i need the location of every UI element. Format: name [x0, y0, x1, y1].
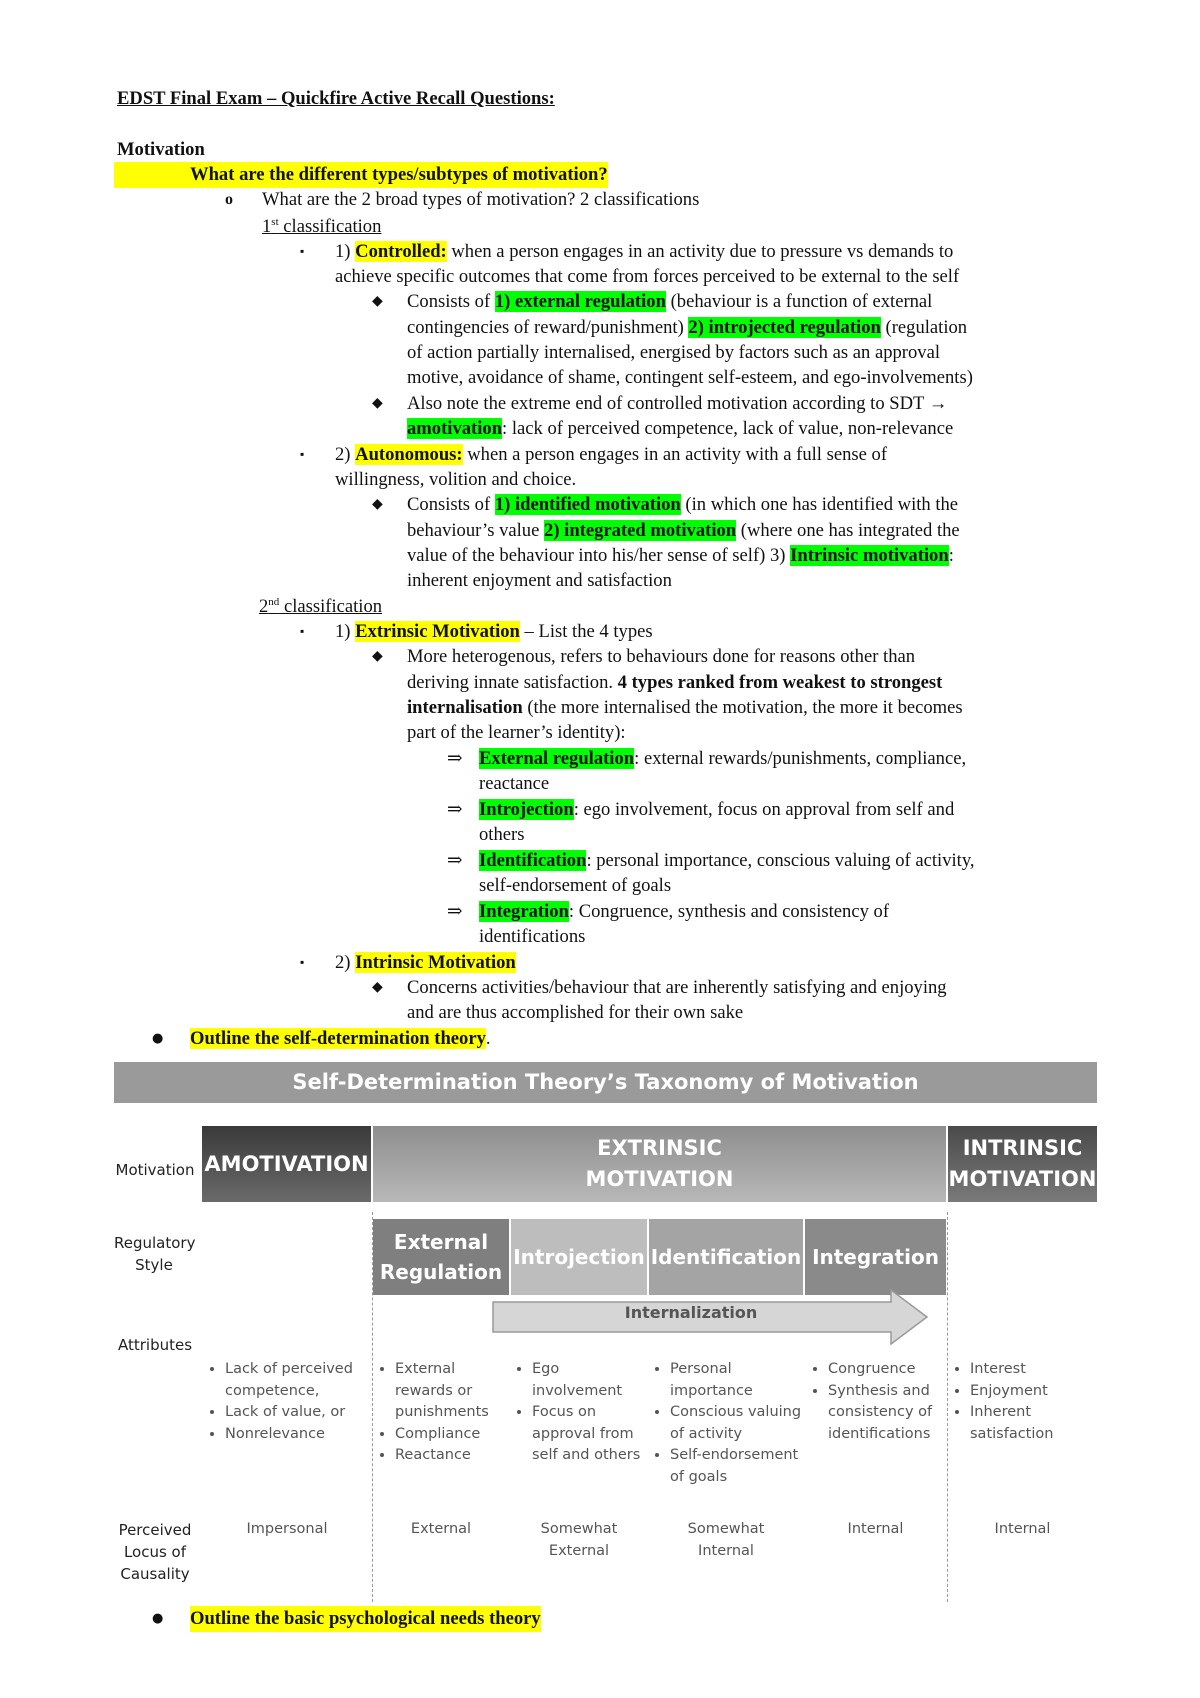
style-integration: Integration	[805, 1219, 946, 1295]
attr-item: • Interest	[970, 1359, 1089, 1381]
c1-sup: st	[271, 215, 279, 228]
controlled-label: Controlled:	[355, 241, 447, 262]
intrinsic-line1	[335, 950, 516, 976]
attr-item: • Nonrelevance	[225, 1424, 359, 1446]
extrinsic-desc-3	[407, 695, 963, 721]
attr-item: • Compliance	[395, 1424, 504, 1446]
attr-item: • Focus on approval from self and others	[532, 1402, 641, 1467]
arrow-bullet-icon: ⇒	[447, 799, 463, 820]
ident-desc: (in which one has identified with the	[680, 494, 959, 515]
type-desc: : external rewards/punishments, compliance,	[634, 748, 967, 769]
consists-text: Consists of	[407, 291, 495, 312]
attributes-external	[379, 1359, 504, 1467]
diamond-bullet-icon: ◆	[372, 649, 383, 664]
locus-integration: Internal	[847, 1521, 904, 1537]
intrinsic-label: Intrinsic Motivation	[355, 952, 516, 973]
amotivation-desc: : lack of perceived competence, lack of value, non-relevance	[502, 418, 954, 439]
diamond-bullet-icon: ◆	[372, 294, 383, 309]
attributes-identification	[654, 1359, 804, 1488]
c2-sup: nd	[268, 595, 280, 608]
extrinsic-line1	[335, 619, 653, 645]
ext-reg-desc1: (behaviour is a function of external	[665, 291, 933, 312]
identified-motivation-term: 1) identified motivation	[494, 494, 681, 515]
attr-item: • Synthesis and consistency of identifications	[828, 1381, 942, 1446]
external-regulation-term: 1) external regulation	[494, 291, 666, 312]
integ-desc: (where one has integrated the	[736, 520, 960, 541]
type-integration-2: identifications	[479, 926, 586, 947]
controlled-consists-1	[407, 289, 932, 315]
circle-bullet-icon: o	[225, 191, 233, 208]
amotivation-term: amotivation	[407, 418, 503, 439]
extrinsic-prefix: 1)	[335, 621, 356, 642]
attr-item: • Ego involvement	[532, 1359, 641, 1402]
row-label-attributes: Attributes	[117, 1336, 193, 1354]
extrinsic-label: Extrinsic Motivation	[355, 621, 520, 642]
intrinsic-desc: :	[948, 545, 954, 566]
controlled-line1	[335, 239, 953, 265]
c1-num: 1	[262, 216, 272, 237]
bullet-icon: ●	[152, 1611, 164, 1626]
d2b: 4 types ranked from weakest to strongest	[617, 672, 943, 693]
question-types-sub: What are the 2 broad types of motivation? 2 classifications	[262, 189, 700, 210]
consists-text: Consists of	[407, 494, 495, 515]
arrow-bullet-icon: ⇒	[447, 901, 463, 922]
attributes-integration	[812, 1359, 942, 1445]
attr-item: • Self-endorsement of goals	[670, 1445, 804, 1488]
amotivation-band: AMOTIVATION	[202, 1126, 371, 1202]
extrinsic-band: EXTRINSIC MOTIVATION	[373, 1126, 946, 1202]
internalization-label: Internalization	[624, 1303, 758, 1322]
attr-item: • Lack of perceived competence,	[225, 1359, 359, 1402]
intrinsic-motivation-term: Intrinsic motivation	[790, 545, 949, 566]
square-bullet-icon: ▪	[300, 244, 305, 258]
type-integration-1	[479, 899, 889, 925]
column-divider	[372, 1212, 373, 1602]
autonomous-consists-2	[407, 518, 960, 544]
bullet-icon: ●	[152, 1031, 164, 1046]
type-introjection-1	[479, 797, 954, 823]
style-external-regulation: External Regulation	[373, 1219, 509, 1295]
diamond-bullet-icon: ◆	[372, 980, 383, 995]
type-external-1	[479, 746, 966, 772]
autonomous-line2: willingness, volition and choice.	[335, 469, 577, 490]
c2-num: 2	[259, 596, 269, 617]
c2-rest: classification	[279, 596, 383, 617]
extrinsic-desc-2	[407, 670, 942, 696]
type-label: External regulation	[479, 748, 635, 769]
attr-item: • Personal importance	[670, 1359, 804, 1402]
extrinsic-desc-1: More heterogenous, refers to behaviours done for reasons other than	[407, 646, 916, 667]
question-sdt-text: Outline the self-determination theory	[190, 1028, 486, 1049]
locus-external: External	[410, 1521, 472, 1537]
arrow-bullet-icon: ⇒	[447, 748, 463, 769]
attr-item: • Conscious valuing of activity	[670, 1402, 804, 1445]
section-heading: Motivation	[117, 139, 205, 160]
row-label-motivation: Motivation	[115, 1161, 195, 1179]
controlled-consists-3: of action partially internalised, energised by factors such as an approval	[407, 342, 941, 363]
extrinsic-suffix: – List the 4 types	[519, 621, 653, 642]
c1-rest: classification	[278, 216, 382, 237]
type-identification-1	[479, 848, 975, 874]
style-identification: Identification	[649, 1219, 803, 1295]
square-bullet-icon: ▪	[300, 447, 305, 461]
autonomous-consists-1	[407, 492, 958, 518]
controlled-also-1: Also note the extreme end of controlled motivation according to SDT →	[407, 393, 948, 414]
attributes-introjection	[516, 1359, 641, 1467]
type-desc: : Congruence, synthesis and consistency of	[568, 901, 890, 922]
intrinsic-desc-1: Concerns activities/behaviour that are inherently satisfying and enjoying	[407, 977, 947, 998]
controlled-text1: when a person engages in an activity due to pressure vs demands to	[446, 241, 954, 262]
type-identification-2: self-endorsement of goals	[479, 875, 672, 896]
question-types-text: What are the different types/subtypes of motivation?	[190, 164, 608, 185]
d2a: deriving innate satisfaction.	[407, 672, 618, 693]
controlled-line2: achieve specific outcomes that come from forces perceived to be external to the self	[335, 266, 960, 287]
locus-introjection: Somewhat External	[540, 1521, 618, 1559]
type-label: Identification	[479, 850, 587, 871]
introjected-regulation-term: 2) introjected regulation	[688, 317, 881, 338]
autonomous-prefix: 2)	[335, 444, 356, 465]
controlled-consists-4: motive, avoidance of shame, contingent self-esteem, and ego-involvements)	[407, 367, 973, 388]
row-label-regulatory: Regulatory Style	[114, 1234, 196, 1274]
locus-identification: Somewhat Internal	[687, 1521, 765, 1559]
figure-title: Self-Determination Theory’s Taxonomy of Motivation	[114, 1062, 1097, 1103]
type-introjection-2: others	[479, 824, 525, 845]
attributes-amotivation	[209, 1359, 359, 1445]
question-bpnt: Outline the basic psychological needs theory	[190, 1606, 541, 1632]
question-sdt	[190, 1026, 491, 1052]
d3b: (the more internalised the motivation, the more it becomes	[522, 697, 963, 718]
classification-1-label	[262, 214, 381, 240]
style-introjection: Introjection	[511, 1219, 647, 1295]
locus-intrinsic: Internal	[994, 1521, 1051, 1537]
line3a: value of the behaviour into his/her sense of self) 3)	[407, 545, 791, 566]
column-divider	[947, 1212, 948, 1602]
attr-item: • Lack of value, or	[225, 1402, 359, 1424]
attr-item: • Inherent satisfaction	[970, 1402, 1089, 1445]
row-label-locus: Perceived Locus of Causality	[118, 1521, 192, 1583]
attr-item: • External rewards or punishments	[395, 1359, 504, 1424]
intrinsic-prefix: 2)	[335, 952, 356, 973]
diamond-bullet-icon: ◆	[372, 396, 383, 411]
question-types	[114, 162, 608, 188]
d3a: internalisation	[407, 697, 523, 718]
classification-2-label	[259, 594, 382, 620]
intro-reg-desc1: (regulation	[880, 317, 968, 338]
controlled-also-2	[407, 416, 953, 442]
attr-item: • Reactance	[395, 1445, 504, 1467]
intrinsic-desc-2: and are thus accomplished for their own sake	[407, 1002, 744, 1023]
locus-amotivation: Impersonal	[246, 1521, 328, 1537]
diamond-bullet-icon: ◆	[372, 497, 383, 512]
sdt-taxonomy-figure	[114, 1062, 1097, 1602]
line2a: behaviour’s value	[407, 520, 545, 541]
intrinsic-band: INTRINSIC MOTIVATION	[948, 1126, 1097, 1202]
type-desc: : personal importance, conscious valuing of activity,	[586, 850, 975, 871]
ext-reg-desc2: contingencies of reward/punishment)	[407, 317, 689, 338]
autonomous-text1: when a person engages in an activity with a full sense of	[462, 444, 888, 465]
page-title: EDST Final Exam – Quickfire Active Recall Questions:	[117, 88, 555, 109]
arrow-bullet-icon: ⇒	[447, 850, 463, 871]
autonomous-line1	[335, 442, 887, 468]
integrated-motivation-term: 2) integrated motivation	[544, 520, 737, 541]
extrinsic-desc-4: part of the learner’s identity):	[407, 722, 626, 743]
attributes-intrinsic	[954, 1359, 1089, 1445]
autonomous-consists-4: inherent enjoyment and satisfaction	[407, 570, 672, 591]
type-external-2: reactance	[479, 773, 550, 794]
controlled-consists-2	[407, 315, 967, 341]
autonomous-consists-3	[407, 543, 954, 569]
type-label: Introjection	[479, 799, 574, 820]
type-label: Integration	[479, 901, 569, 922]
controlled-prefix: 1)	[335, 241, 356, 262]
type-desc: : ego involvement, focus on approval from self and	[573, 799, 955, 820]
autonomous-label: Autonomous:	[355, 444, 463, 465]
square-bullet-icon: ▪	[300, 955, 305, 969]
attr-item: • Congruence	[828, 1359, 942, 1381]
attr-item: • Enjoyment	[970, 1381, 1089, 1403]
square-bullet-icon: ▪	[300, 624, 305, 638]
question-sdt-end: .	[485, 1028, 491, 1049]
